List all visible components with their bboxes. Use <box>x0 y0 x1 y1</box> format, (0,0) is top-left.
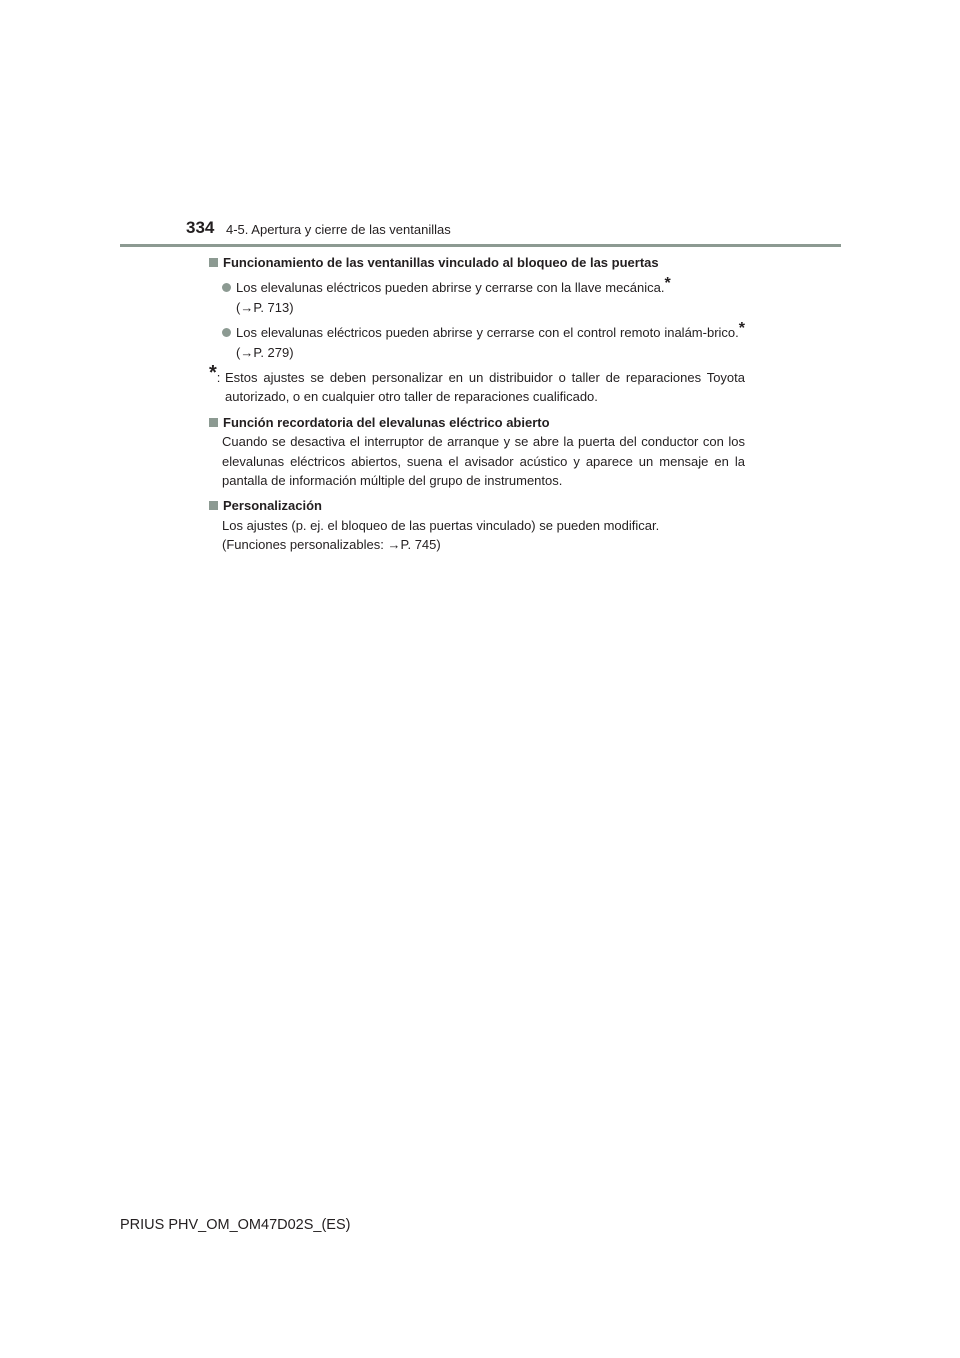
list-item-text <box>236 320 745 362</box>
list-item <box>209 275 745 317</box>
footnote <box>209 362 745 407</box>
document-code: PRIUS PHV_OM_OM47D02S_(ES) <box>120 1217 351 1233</box>
section-heading-text: Función recordatoria del elevalunas eléctrico abierto <box>223 414 550 430</box>
section-heading-text: Funcionamiento de las ventanillas vinculado al bloqueo de las puertas <box>223 255 659 270</box>
square-bullet-icon <box>209 258 218 267</box>
section-heading <box>209 253 745 272</box>
section-heading-text: Personalización <box>223 498 322 514</box>
section-body-line: Los ajustes (p. ej. el bloqueo de las puertas vinculado) se pueden modificar. <box>222 517 660 533</box>
page-number: 334 <box>186 218 215 237</box>
asterisk-mark: * <box>664 275 671 293</box>
list-item-body: Los elevalunas eléctricos pueden abrirse y cerrarse con la llave mecánica. <box>236 280 665 296</box>
section-heading <box>209 496 745 515</box>
list-item-body: Los elevalunas eléctricos pueden abrirse y cerrarse con el control remoto inalám-brico. <box>236 325 739 341</box>
page-reference: (→P. 713) <box>236 299 294 315</box>
footnote-text: Estos ajustes se deben personalizar en un distribuidor o taller de reparaciones Toyota autorizado, o en cualquier otro taller de reparaciones cualificado. <box>225 370 745 405</box>
round-bullet-icon <box>222 328 231 337</box>
section-heading <box>209 413 745 432</box>
round-bullet-icon <box>222 283 231 292</box>
square-bullet-icon <box>209 418 218 427</box>
page-reference: (→P. 279) <box>236 344 294 360</box>
list-item-text <box>236 275 745 317</box>
footnote-mark: *: <box>209 362 221 386</box>
asterisk-mark: * <box>738 320 745 338</box>
section-body: Cuando se desactiva el interruptor de arranque y se abre la puerta del conductor con los elevalunas eléctricos abiertos, suena el avisador acústico y aparece un mensaje en la pantalla de información múltiple del grupo de instrumentos. <box>222 434 745 489</box>
square-bullet-icon <box>209 501 218 510</box>
page-content <box>209 253 745 555</box>
list-item <box>209 320 745 362</box>
section-body-line: (Funciones personalizables: →P. 745) <box>222 537 441 553</box>
section-header: 4-5. Apertura y cierre de las ventanillas <box>226 222 451 237</box>
header-divider <box>120 244 841 247</box>
